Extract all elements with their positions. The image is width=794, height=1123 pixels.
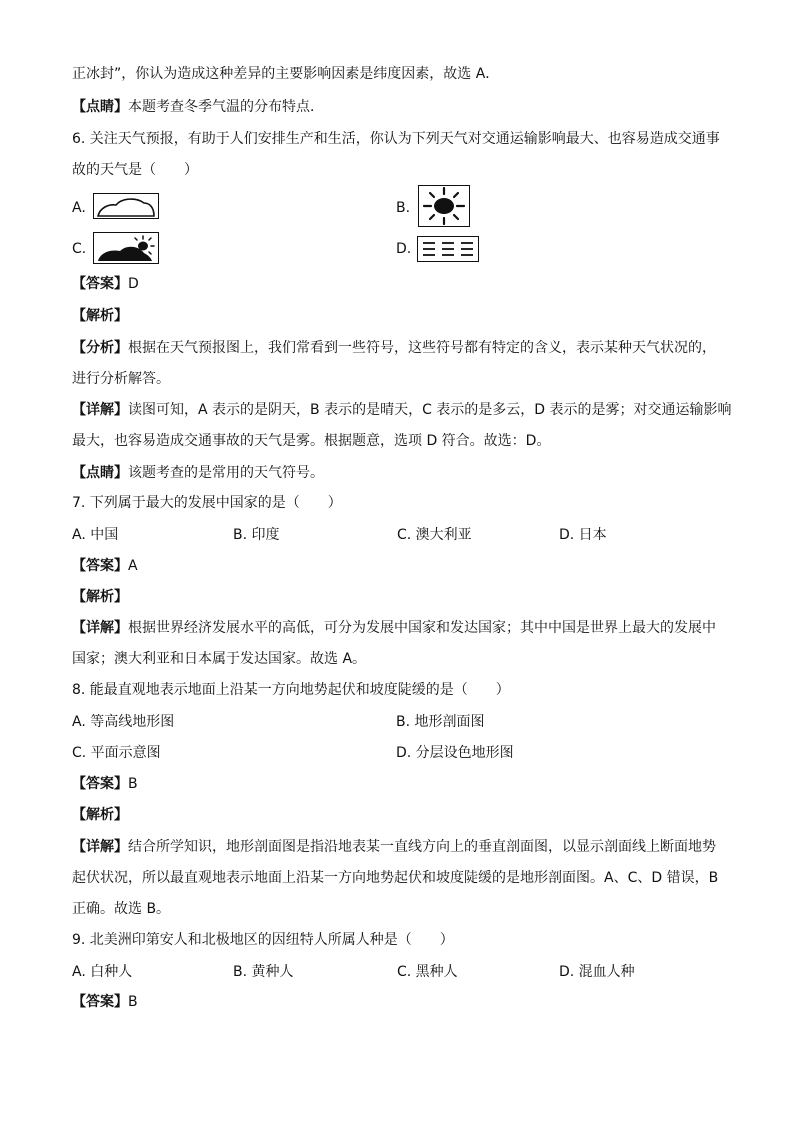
answer-option: A. — [72, 200, 86, 216]
sunny-icon — [418, 185, 470, 227]
section-tag: 【详解】 — [72, 839, 128, 855]
text-line — [72, 805, 128, 825]
answer-option: C. — [72, 241, 87, 257]
section-tag: 【解析】 — [72, 807, 128, 823]
section-tag: 【点睛】 — [72, 465, 128, 481]
text-line — [72, 369, 170, 389]
line-text: D — [128, 276, 139, 292]
answer-option: B. — [396, 200, 411, 216]
answer-option: B. 黄种人 — [233, 964, 294, 980]
text-line — [72, 306, 128, 326]
text-line — [72, 774, 138, 794]
text-line — [72, 992, 138, 1012]
answer-option: A. 等高线地形图 — [72, 714, 175, 730]
line-text: 故的天气是（ ） — [72, 162, 198, 178]
text-line — [72, 868, 718, 888]
line-text: 起伏状况，所以最直观地表示地面上沿某一方向地势起伏和坡度陡缓的是地形剖面图。A、C、D 错误，B — [72, 870, 719, 886]
text-line — [72, 930, 454, 950]
section-tag: 【分析】 — [72, 340, 128, 356]
text-line — [72, 129, 720, 149]
line-text: B — [128, 776, 138, 792]
answer-option: D. 混血人种 — [559, 964, 635, 980]
line-text: 6. 关注天气预报，有助于人们安排生产和生活，你认为下列天气对交通运输影响最大、也容易造成交通事 — [72, 131, 720, 147]
text-line — [72, 97, 324, 117]
text-line — [72, 837, 716, 857]
section-tag: 【详解】 — [72, 402, 128, 418]
text-line — [72, 431, 550, 451]
section-tag: 【答案】 — [72, 276, 128, 292]
answer-option: C. 澳大利亚 — [397, 527, 472, 543]
line-text: 本题考查冬季气温的分布特点． — [128, 99, 324, 115]
section-tag: 【解析】 — [72, 308, 128, 324]
line-text: 9. 北美洲印第安人和北极地区的因纽特人所属人种是（ ） — [72, 932, 454, 948]
section-tag: 【答案】 — [72, 776, 128, 792]
partly-cloudy-icon — [93, 232, 159, 264]
fog-icon — [417, 236, 479, 262]
answer-option: D. 分层设色地形图 — [396, 745, 514, 761]
text-line — [72, 618, 716, 638]
section-tag: 【答案】 — [72, 994, 128, 1010]
text-line — [72, 556, 138, 576]
line-text: B — [128, 994, 138, 1010]
line-text: 国家；澳大利亚和日本属于发达国家。故选 A。 — [72, 651, 367, 667]
text-line — [72, 649, 366, 669]
text-line — [72, 338, 716, 358]
overcast-icon — [93, 193, 159, 219]
answer-option: D. 日本 — [559, 527, 607, 543]
line-text: 进行分析解答。 — [72, 371, 170, 387]
text-line — [72, 160, 198, 180]
line-text: A — [128, 558, 138, 574]
line-text: 读图可知，A 表示的是阴天，B 表示的是晴天，C 表示的是多云，D 表示的是雾；对交通运输影响 — [128, 402, 732, 418]
line-text: 最大，也容易造成交通事故的天气是雾。根据题意，选项 D 符合。故选：D。 — [72, 433, 551, 449]
line-text: 正冰封”，你认为造成这种差异的主要影响因素是纬度因素，故选 A． — [72, 66, 500, 82]
line-text: 根据世界经济发展水平的高低，可分为发展中国家和发达国家；其中中国是世界上最大的发展中 — [128, 620, 716, 636]
answer-option: C. 黑种人 — [397, 964, 458, 980]
line-text: 根据在天气预报图上，我们常看到一些符号，这些符号都有特定的含义，表示某种天气状况的， — [128, 340, 716, 356]
answer-option: C. 平面示意图 — [72, 745, 161, 761]
line-text: 该题考查的是常用的天气符号。 — [128, 465, 324, 481]
line-text: 7. 下列属于最大的发展中国家的是（ ） — [72, 495, 342, 511]
text-line — [72, 400, 732, 420]
answer-option: B. 印度 — [233, 527, 280, 543]
text-line — [72, 463, 324, 483]
answer-option: B. 地形剖面图 — [396, 714, 485, 730]
section-tag: 【答案】 — [72, 558, 128, 574]
text-line — [72, 899, 170, 919]
text-line — [72, 493, 342, 513]
answer-option: A. 中国 — [72, 527, 119, 543]
answer-option: D. — [396, 241, 412, 257]
line-text: 正确。故选 B。 — [72, 901, 171, 917]
answer-option: A. 白种人 — [72, 964, 133, 980]
text-line — [72, 64, 499, 84]
line-text: 结合所学知识，地形剖面图是指沿地表某一直线方向上的垂直剖面图，以显示剖面线上断面地势 — [128, 839, 716, 855]
line-text: 8. 能最直观地表示地面上沿某一方向地势起伏和坡度陡缓的是（ ） — [72, 682, 510, 698]
text-line — [72, 274, 139, 294]
text-line — [72, 587, 128, 607]
section-tag: 【点睛】 — [72, 99, 128, 115]
section-tag: 【详解】 — [72, 620, 128, 636]
section-tag: 【解析】 — [72, 589, 128, 605]
text-line — [72, 680, 510, 700]
